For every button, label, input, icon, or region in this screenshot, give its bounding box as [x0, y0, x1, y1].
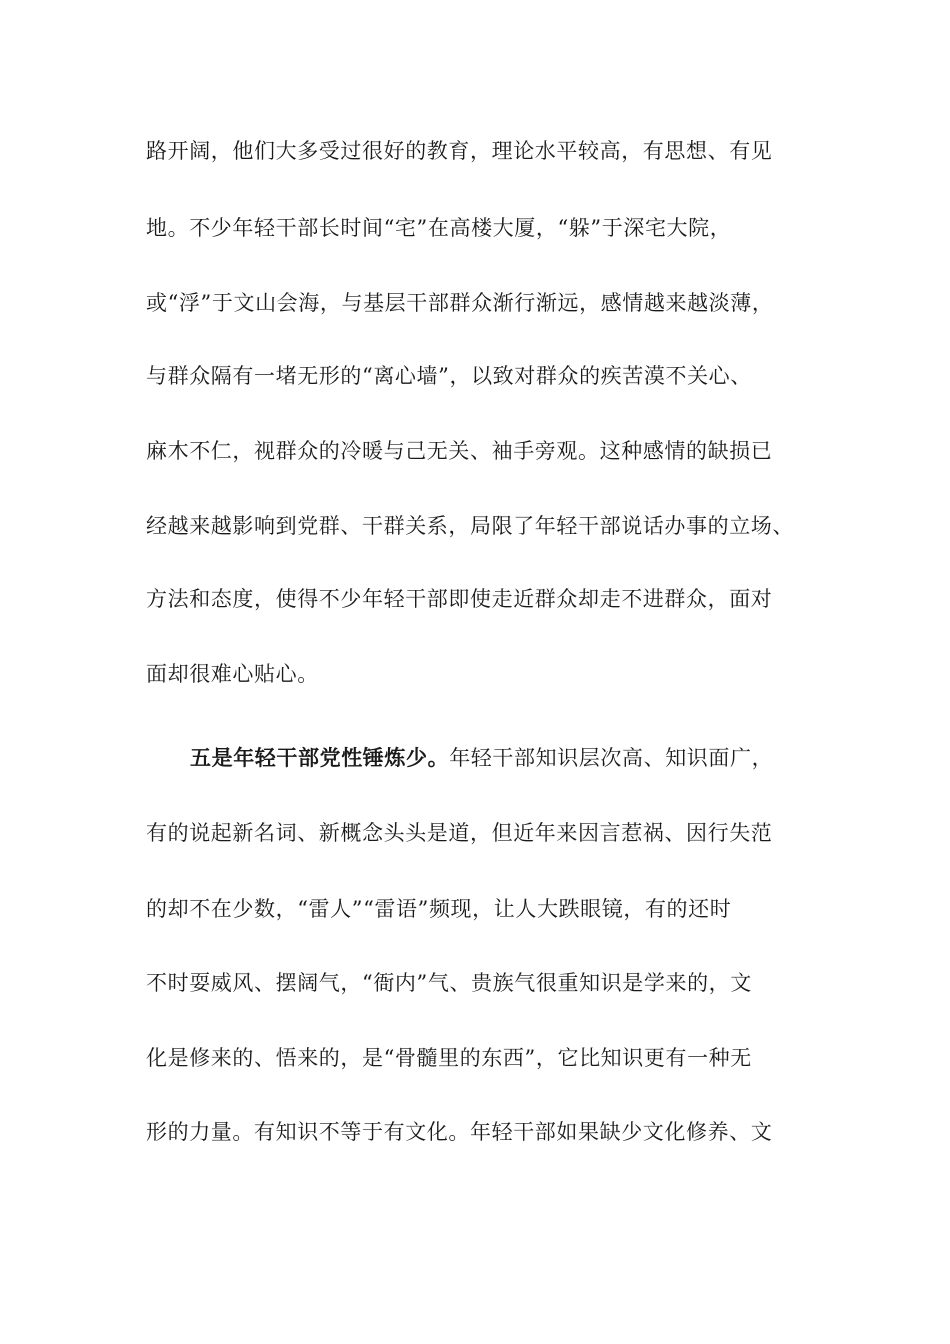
paragraph-2-first-line-text: 年轻干部知识层次高、知识面广，	[449, 746, 774, 770]
paragraph-1-line-8: 面却很难心贴心。	[146, 662, 319, 686]
paragraph-1-line-5: 麻木不仁，视群众的冷暖与己无关、袖手旁观。这种感情的缺损已	[146, 439, 773, 463]
paragraph-2-line-1	[190, 743, 870, 773]
paragraph-1-line-7: 方法和态度，使得不少年轻干部即使走近群众却走不进群众，面对	[146, 587, 773, 611]
paragraph-2-line-6: 形的力量。有知识不等于有文化。年轻干部如果缺少文化修养、文	[146, 1120, 773, 1144]
paragraph-2-line-4: 不时耍威风、摆阔气，“衙内”气、贵族气很重知识是学来的，文	[146, 971, 752, 995]
paragraph-1-line-4: 与群众隔有一堵无形的“离心墙”，以致对群众的疾苦漠不关心、	[146, 364, 752, 388]
paragraph-2-line-3: 的却不在少数，“雷人”“雷语”频现，让人大跌眼镜，有的还时	[146, 897, 732, 921]
paragraph-1-line-1: 路开阔，他们大多受过很好的教育，理论水平较高，有思想、有见	[146, 139, 773, 163]
paragraph-2-line-5: 化是修来的、悟来的，是“骨髓里的东西”，它比知识更有一种无	[146, 1046, 752, 1070]
paragraph-1-line-6: 经越来越影响到党群、干群关系，局限了年轻干部说话办事的立场、	[146, 514, 794, 538]
paragraph-1-line-3: 或“浮”于文山会海，与基层干部群众渐行渐远，感情越来越淡薄，	[146, 291, 774, 315]
paragraph-2-line-2: 有的说起新名词、新概念头头是道，但近年来因言惹祸、因行失范	[146, 821, 773, 845]
paragraph-1-line-2: 地。不少年轻干部长时间“宅”在高楼大厦，“躲”于深宅大院，	[146, 216, 732, 240]
paragraph-2-heading: 五是年轻干部党性锤炼少。	[190, 745, 450, 770]
